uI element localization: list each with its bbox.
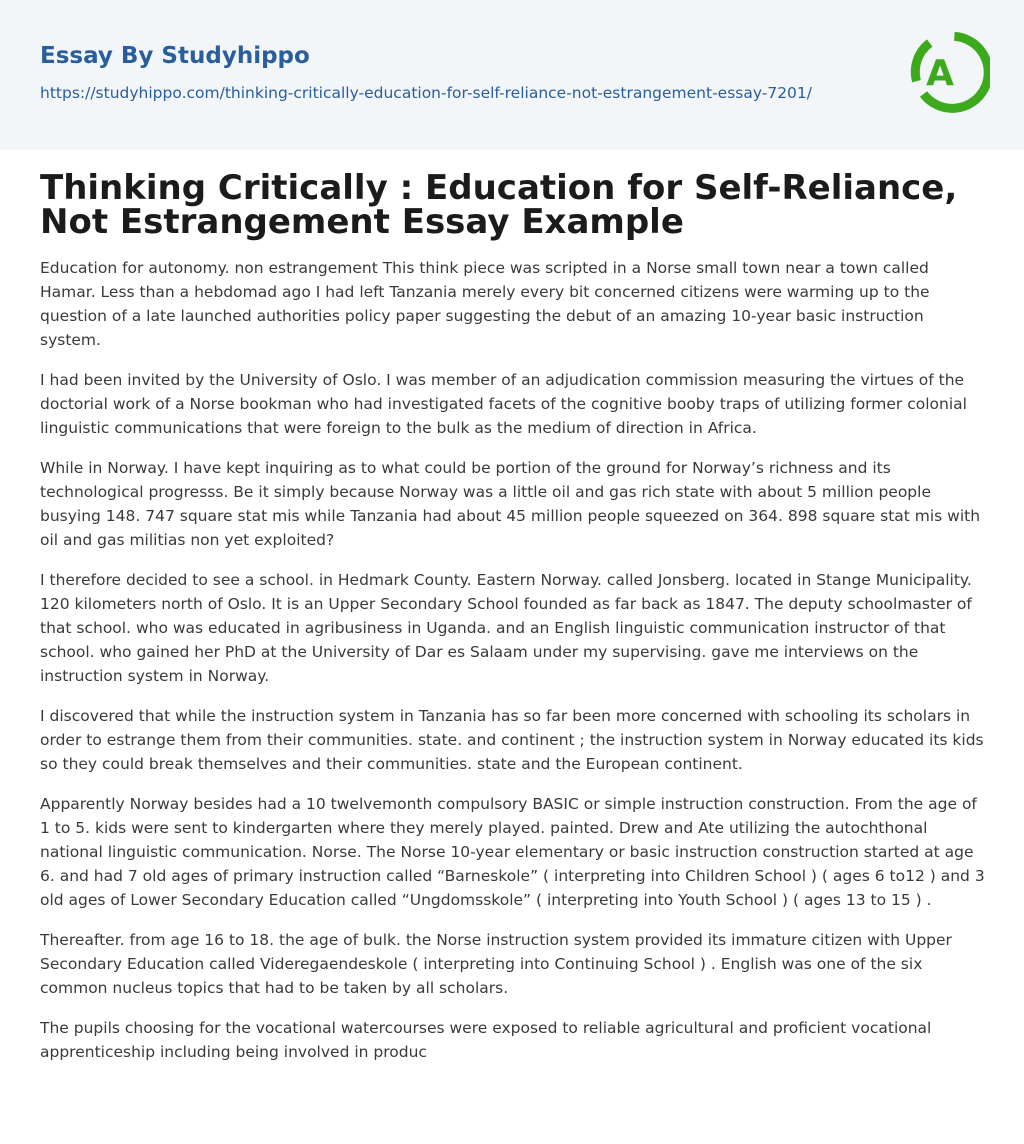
page-title: Thinking Critically : Education for Self-Reliance, Not Estrangement Essay Example	[40, 168, 958, 242]
studyhippo-logo-icon[interactable]	[908, 26, 990, 118]
paragraph: I therefore decided to see a school. in Hedmark County. Eastern Norway. called Jonsberg. located in Stange Municipality. 120 kilometers north of Oslo. It is an Upper Secondary School founded as far back as 1847. The deputy schoolmaster of that school. who was educated in agribusiness in Uganda. and an English linguistic communication instructor of that school. who gained her PhD at the University of Dar es Salaam under my supervising. gave me interviews on the instruction system in Norway.	[40, 571, 972, 685]
site-header	[0, 0, 1024, 150]
logo-letter: A	[926, 53, 954, 94]
paragraph: Education for autonomy. non estrangement This think piece was scripted in a Norse small town near a town called Hamar. Less than a hebdomad ago I had left Tanzania merely every bit concerned citizens were warming up to the question of a late launched authorities policy paper suggesting the debut of an amazing 10-year basic instruction system.	[40, 259, 930, 349]
page-url[interactable]: https://studyhippo.com/thinking-critically-education-for-self-reliance-not-estrangement-essay-7201/	[40, 84, 813, 102]
site-brand[interactable]: Essay By Studyhippo	[40, 43, 310, 69]
paragraph: The pupils choosing for the vocational watercourses were exposed to reliable agricultural and proficient vocational apprenticeship including being involved in produc	[40, 1019, 932, 1061]
article-body	[40, 256, 986, 1080]
paragraph: Apparently Norway besides had a 10 twelvemonth compulsory BASIC or simple instruction construction. From the age of 1 to 5. kids were sent to kindergarten where they merely played. painted. Drew and Ate utilizing the autochthonal national linguistic communication. Norse. The Norse 10-year elementary or basic instruction construction started at age 6. and had 7 old ages of primary instruction called “Barneskole” ( interpreting into Children School ) ( ages 6 to12 ) and 3 old ages of Lower Secondary Education called “Ungdomsskole” ( interpreting into Youth School ) ( ages 13 to 15 ) .	[40, 795, 985, 909]
paragraph: I had been invited by the University of Oslo. I was member of an adjudication commission measuring the virtues of the doctorial work of a Norse bookman who had investigated facets of the cognitive booby traps of utilizing former colonial linguistic communications that were foreign to the bulk as the medium of direction in Africa.	[40, 371, 967, 437]
paragraph: While in Norway. I have kept inquiring as to what could be portion of the ground for Norway’s richness and its technological progresss. Be it simply because Norway was a little oil and gas rich state with about 5 million people busying 148. 747 square stat mis while Tanzania had about 45 million people squeezed on 364. 898 square stat mis with oil and gas militias non yet exploited?	[40, 459, 981, 549]
paragraph: Thereafter. from age 16 to 18. the age of bulk. the Norse instruction system provided its immature citizen with Upper Secondary Education called Videregaendeskole ( interpreting into Continuing School ) . English was one of the six common nucleus topics that had to be taken by all scholars.	[40, 931, 952, 997]
paragraph: I discovered that while the instruction system in Tanzania has so far been more concerned with schooling its scholars in order to estrange them from their communities. state. and continent ; the instruction system in Norway educated its kids so they could break themselves and their communities. state and the European continent.	[40, 707, 984, 773]
